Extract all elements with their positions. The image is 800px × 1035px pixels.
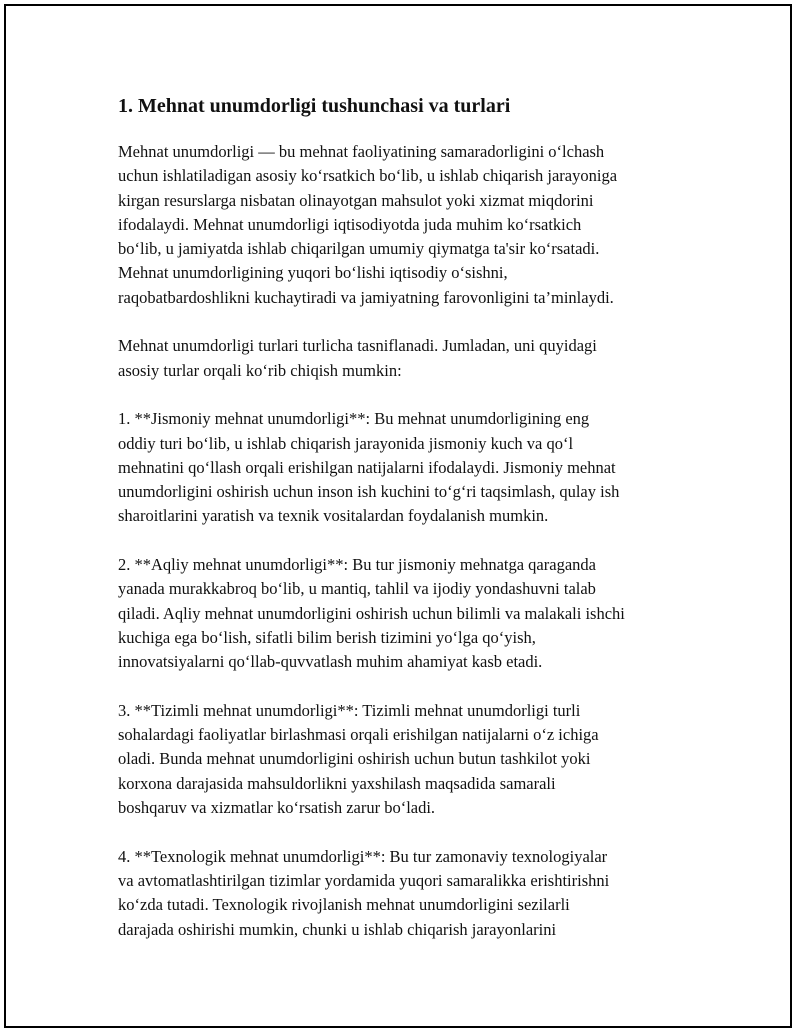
text-line: sharoitlarini yaratish va texnik vositalardan foydalanish mumkin.	[118, 506, 549, 526]
text-line: va avtomatlashtirilgan tizimlar yordamida yuqori samaralikka erishtirishni	[118, 870, 610, 890]
text-line: kirgan resurslarga nisbatan olinayotgan mahsulot yoki xizmat miqdorini	[118, 190, 594, 210]
text-line: bo‘lib, u jamiyatda ishlab chiqarilgan umumiy qiymatga ta'sir ko‘rsatadi.	[118, 239, 600, 259]
text-line: ko‘zda tutadi. Texnologik rivojlanish mehnat unumdorligini sezilarli	[118, 895, 570, 915]
text-line: Mehnat unumdorligi — bu mehnat faoliyatining samaradorligini o‘lchash	[118, 142, 605, 161]
text-line: kuchiga ega bo‘lish, sifatli bilim berish tizimini yo‘lga qo‘yish,	[118, 627, 536, 647]
text-line: innovatsiyalarni qo‘llab-quvvatlash muhim ahamiyat kasb etadi.	[118, 652, 543, 672]
text-line: yanada murakkabroq bo‘lib, u mantiq, tahlil va ijodiy yondashuvni talab	[118, 579, 596, 599]
paragraph-item-1	[118, 407, 693, 528]
text-line: oddiy turi bo‘lib, u ishlab chiqarish jarayonida jismoniy kuch va qo‘l	[118, 433, 574, 453]
text-line: 1. **Jismoniy mehnat unumdorligi**: Bu mehnat unumdorligining eng	[118, 409, 590, 429]
text-line: Mehnat unumdorligining yuqori bo‘lishi iqtisodiy o‘sishni,	[118, 263, 508, 283]
text-line: qiladi. Aqliy mehnat unumdorligini oshirish uchun bilimli va malakali ishchi	[118, 603, 625, 623]
text-line: Mehnat unumdorligi turlari turlicha tasniflanadi. Jumladan, uni quyidagi	[118, 336, 597, 356]
text-line: 2. **Aqliy mehnat unumdorligi**: Bu tur jismoniy mehnatga qaraganda	[118, 555, 596, 575]
text-line: oladi. Bunda mehnat unumdorligini oshirish uchun butun tashkilot yoki	[118, 749, 591, 769]
text-line: korxona darajasida mahsuldorlikni yaxshilash maqsadida samarali	[118, 773, 556, 793]
text-line: sohalardagi faoliyatlar birlashmasi orqali erishilgan natijalarni o‘z ichiga	[118, 725, 599, 745]
text-line: ifodalaydi. Mehnat unumdorligi iqtisodiyotda juda muhim ko‘rsatkich	[118, 214, 582, 234]
paragraph-intro	[118, 140, 693, 310]
section-heading: 1. Mehnat unumdorligi tushunchasi va turlari	[118, 95, 511, 117]
text-line: darajada oshirishi mumkin, chunki u ishlab chiqarish jarayonlarini	[118, 919, 557, 939]
paragraph-item-4	[118, 845, 693, 942]
text-line: asosiy turlar orqali ko‘rib chiqish mumkin:	[118, 360, 402, 380]
text-line: boshqaruv va xizmatlar ko‘rsatish zarur bo‘ladi.	[118, 798, 436, 818]
text-line: uchun ishlatiladigan asosiy ko‘rsatkich bo‘lib, u ishlab chiqarish jarayoniga	[118, 166, 618, 186]
paragraph-types-intro	[118, 334, 693, 383]
document-body	[118, 92, 693, 966]
text-line: 4. **Texnologik mehnat unumdorligi**: Bu tur zamonaviy texnologiyalar	[118, 846, 608, 866]
text-line: 3. **Tizimli mehnat unumdorligi**: Tizimli mehnat unumdorligi turli	[118, 700, 581, 720]
paragraph-item-2	[118, 553, 693, 674]
text-line: unumdorligini oshirish uchun inson ish kuchini to‘g‘ri taqsimlash, qulay ish	[118, 482, 620, 502]
text-line: mehnatini qo‘llash orqali erishilgan natijalarni ifodalaydi. Jismoniy mehnat	[118, 457, 616, 477]
paragraph-item-3	[118, 699, 693, 820]
text-line: raqobatbardoshlikni kuchaytiradi va jamiyatning farovonligini ta’minlaydi.	[118, 287, 614, 307]
